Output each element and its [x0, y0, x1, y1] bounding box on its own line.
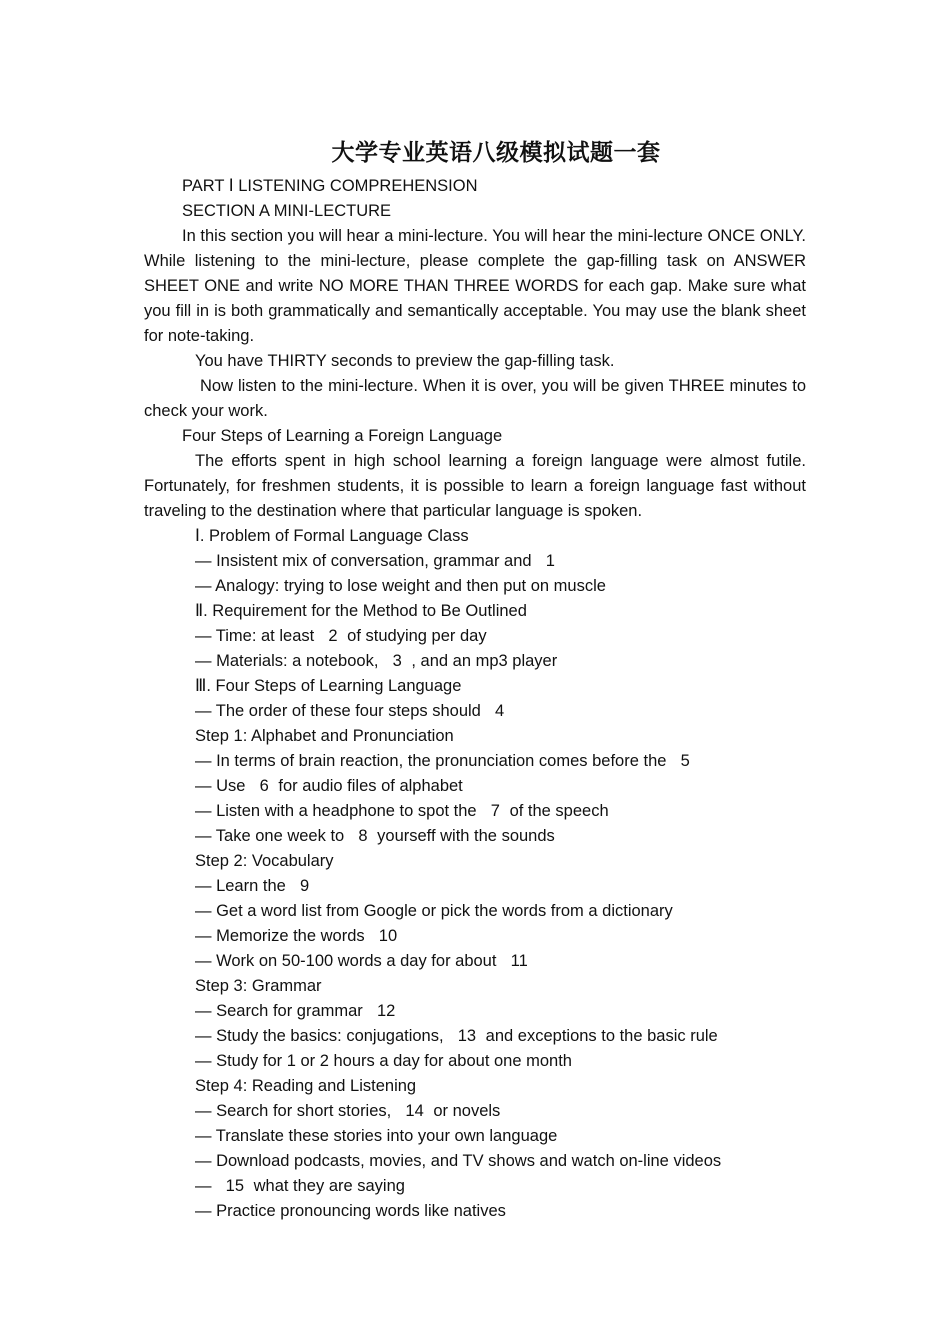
outline-text: — Work on 50-100 words a day for about — [195, 952, 497, 970]
outline-text: — Insistent mix of conversation, grammar and — [195, 552, 532, 570]
outline-line — [144, 674, 806, 699]
outline-text: Ⅱ. Requirement for the Method to Be Outlined — [195, 602, 527, 620]
outline-text-after-gap: of studying per day — [347, 627, 487, 645]
gap-number: 11 — [501, 952, 533, 970]
outline-line — [144, 1074, 806, 1099]
document-page — [144, 132, 806, 1224]
outline-line — [144, 599, 806, 624]
outline-line — [144, 699, 806, 724]
gap-number: 6 — [250, 777, 274, 795]
outline-text: — Study for 1 or 2 hours a day for about one month — [195, 1052, 572, 1070]
outline-text: Step 4: Reading and Listening — [195, 1077, 417, 1095]
gap-number: 15 — [216, 1177, 249, 1195]
page-title: 大学专业英语八级模拟试题一套 — [331, 139, 661, 166]
outline-line — [144, 549, 806, 574]
outline-line — [144, 899, 806, 924]
outline-text: — Take one week to — [195, 827, 345, 845]
outline-text-after-gap: of the speech — [509, 802, 609, 820]
gap-number: 9 — [290, 877, 314, 895]
outline-line — [144, 1174, 806, 1199]
outline-line — [144, 1149, 806, 1174]
outline-line — [144, 924, 806, 949]
outline-line — [144, 1099, 806, 1124]
outline-text: — Study the basics: conjugations, — [195, 1027, 444, 1045]
gap-number: 7 — [481, 802, 505, 820]
outline-text: — Memorize the words — [195, 927, 365, 945]
outline-text: — Search for short stories, — [195, 1102, 392, 1120]
section-heading: SECTION A MINI-LECTURE — [182, 202, 392, 220]
gap-filling-outline — [144, 524, 806, 1224]
intro-paragraph: The efforts spent in high school learning a foreign language were almost futile. Fortunately, for freshmen students, it is possible to learn a foreign language fast without traveling to the destination where that particular language is spoken. — [144, 452, 806, 520]
outline-line — [144, 724, 806, 749]
outline-text: — — [195, 1177, 212, 1195]
outline-line — [144, 774, 806, 799]
outline-line — [144, 1049, 806, 1074]
gap-number: 1 — [536, 552, 560, 570]
lecture-title: Four Steps of Learning a Foreign Language — [182, 427, 503, 445]
gap-number: 10 — [369, 927, 402, 945]
gap-number: 5 — [671, 752, 695, 770]
gap-number: 13 — [448, 1027, 481, 1045]
outline-text: — Get a word list from Google or pick the words from a dictionary — [195, 902, 673, 920]
outline-text: Ⅲ. Four Steps of Learning Language — [195, 677, 462, 695]
outline-text: — The order of these four steps should — [195, 702, 481, 720]
outline-line — [144, 1124, 806, 1149]
outline-line — [144, 524, 806, 549]
gap-number: 3 — [383, 652, 407, 670]
outline-line — [144, 624, 806, 649]
gap-number: 12 — [367, 1002, 400, 1020]
outline-line — [144, 799, 806, 824]
outline-text: Step 2: Vocabulary — [195, 852, 334, 870]
part-heading: PART Ⅰ LISTENING COMPREHENSION — [182, 177, 478, 195]
outline-line — [144, 574, 806, 599]
gap-number: 4 — [485, 702, 509, 720]
outline-text: — In terms of brain reaction, the pronunciation comes before the — [195, 752, 667, 770]
outline-text: Step 1: Alphabet and Pronunciation — [195, 727, 454, 745]
outline-text: — Use — [195, 777, 246, 795]
outline-line — [144, 649, 806, 674]
gap-number: 8 — [349, 827, 373, 845]
outline-text: Ⅰ. Problem of Formal Language Class — [195, 527, 469, 545]
instructions-paragraph: In this section you will hear a mini-lecture. You will hear the mini-lecture ONCE ONLY. While listening to the mini-lecture, please complete the gap-filling task on ANSWER SHEET ONE and write NO MORE THAN THREE WORDS for each gap. Make sure what you fill in is both grammatically and semantically acceptable. You may use the blank sheet for note-taking. — [144, 227, 806, 345]
outline-line — [144, 874, 806, 899]
outline-line — [144, 949, 806, 974]
outline-text-after-gap: , and an mp3 player — [411, 652, 558, 670]
outline-line — [144, 1024, 806, 1049]
outline-text: — Listen with a headphone to spot the — [195, 802, 477, 820]
outline-line — [144, 824, 806, 849]
outline-text-after-gap: for audio files of alphabet — [278, 777, 463, 795]
outline-line — [144, 749, 806, 774]
outline-line — [144, 1199, 806, 1224]
outline-text: — Materials: a notebook, — [195, 652, 379, 670]
outline-text: — Search for grammar — [195, 1002, 363, 1020]
outline-text-after-gap: and exceptions to the basic rule — [485, 1027, 718, 1045]
outline-line — [144, 999, 806, 1024]
outline-line — [144, 849, 806, 874]
outline-text: — Translate these stories into your own language — [195, 1127, 558, 1145]
outline-text: — Learn the — [195, 877, 286, 895]
outline-text-after-gap: or novels — [433, 1102, 501, 1120]
outline-text: — Analogy: trying to lose weight and then put on muscle — [195, 577, 606, 595]
gap-number: 2 — [319, 627, 343, 645]
gap-number: 14 — [396, 1102, 429, 1120]
outline-text-after-gap: yourseff with the sounds — [377, 827, 555, 845]
outline-text: — Practice pronouncing words like natives — [195, 1202, 506, 1220]
outline-text: — Time: at least — [195, 627, 315, 645]
outline-line — [144, 974, 806, 999]
outline-text-after-gap: what they are saying — [253, 1177, 405, 1195]
outline-text: — Download podcasts, movies, and TV shows and watch on-line videos — [195, 1152, 722, 1170]
outline-text: Step 3: Grammar — [195, 977, 322, 995]
preview-paragraph: You have THIRTY seconds to preview the gap-filling task. — [195, 352, 615, 370]
listen-paragraph: Now listen to the mini-lecture. When it is over, you will be given THREE minutes to check your work. — [144, 377, 806, 420]
